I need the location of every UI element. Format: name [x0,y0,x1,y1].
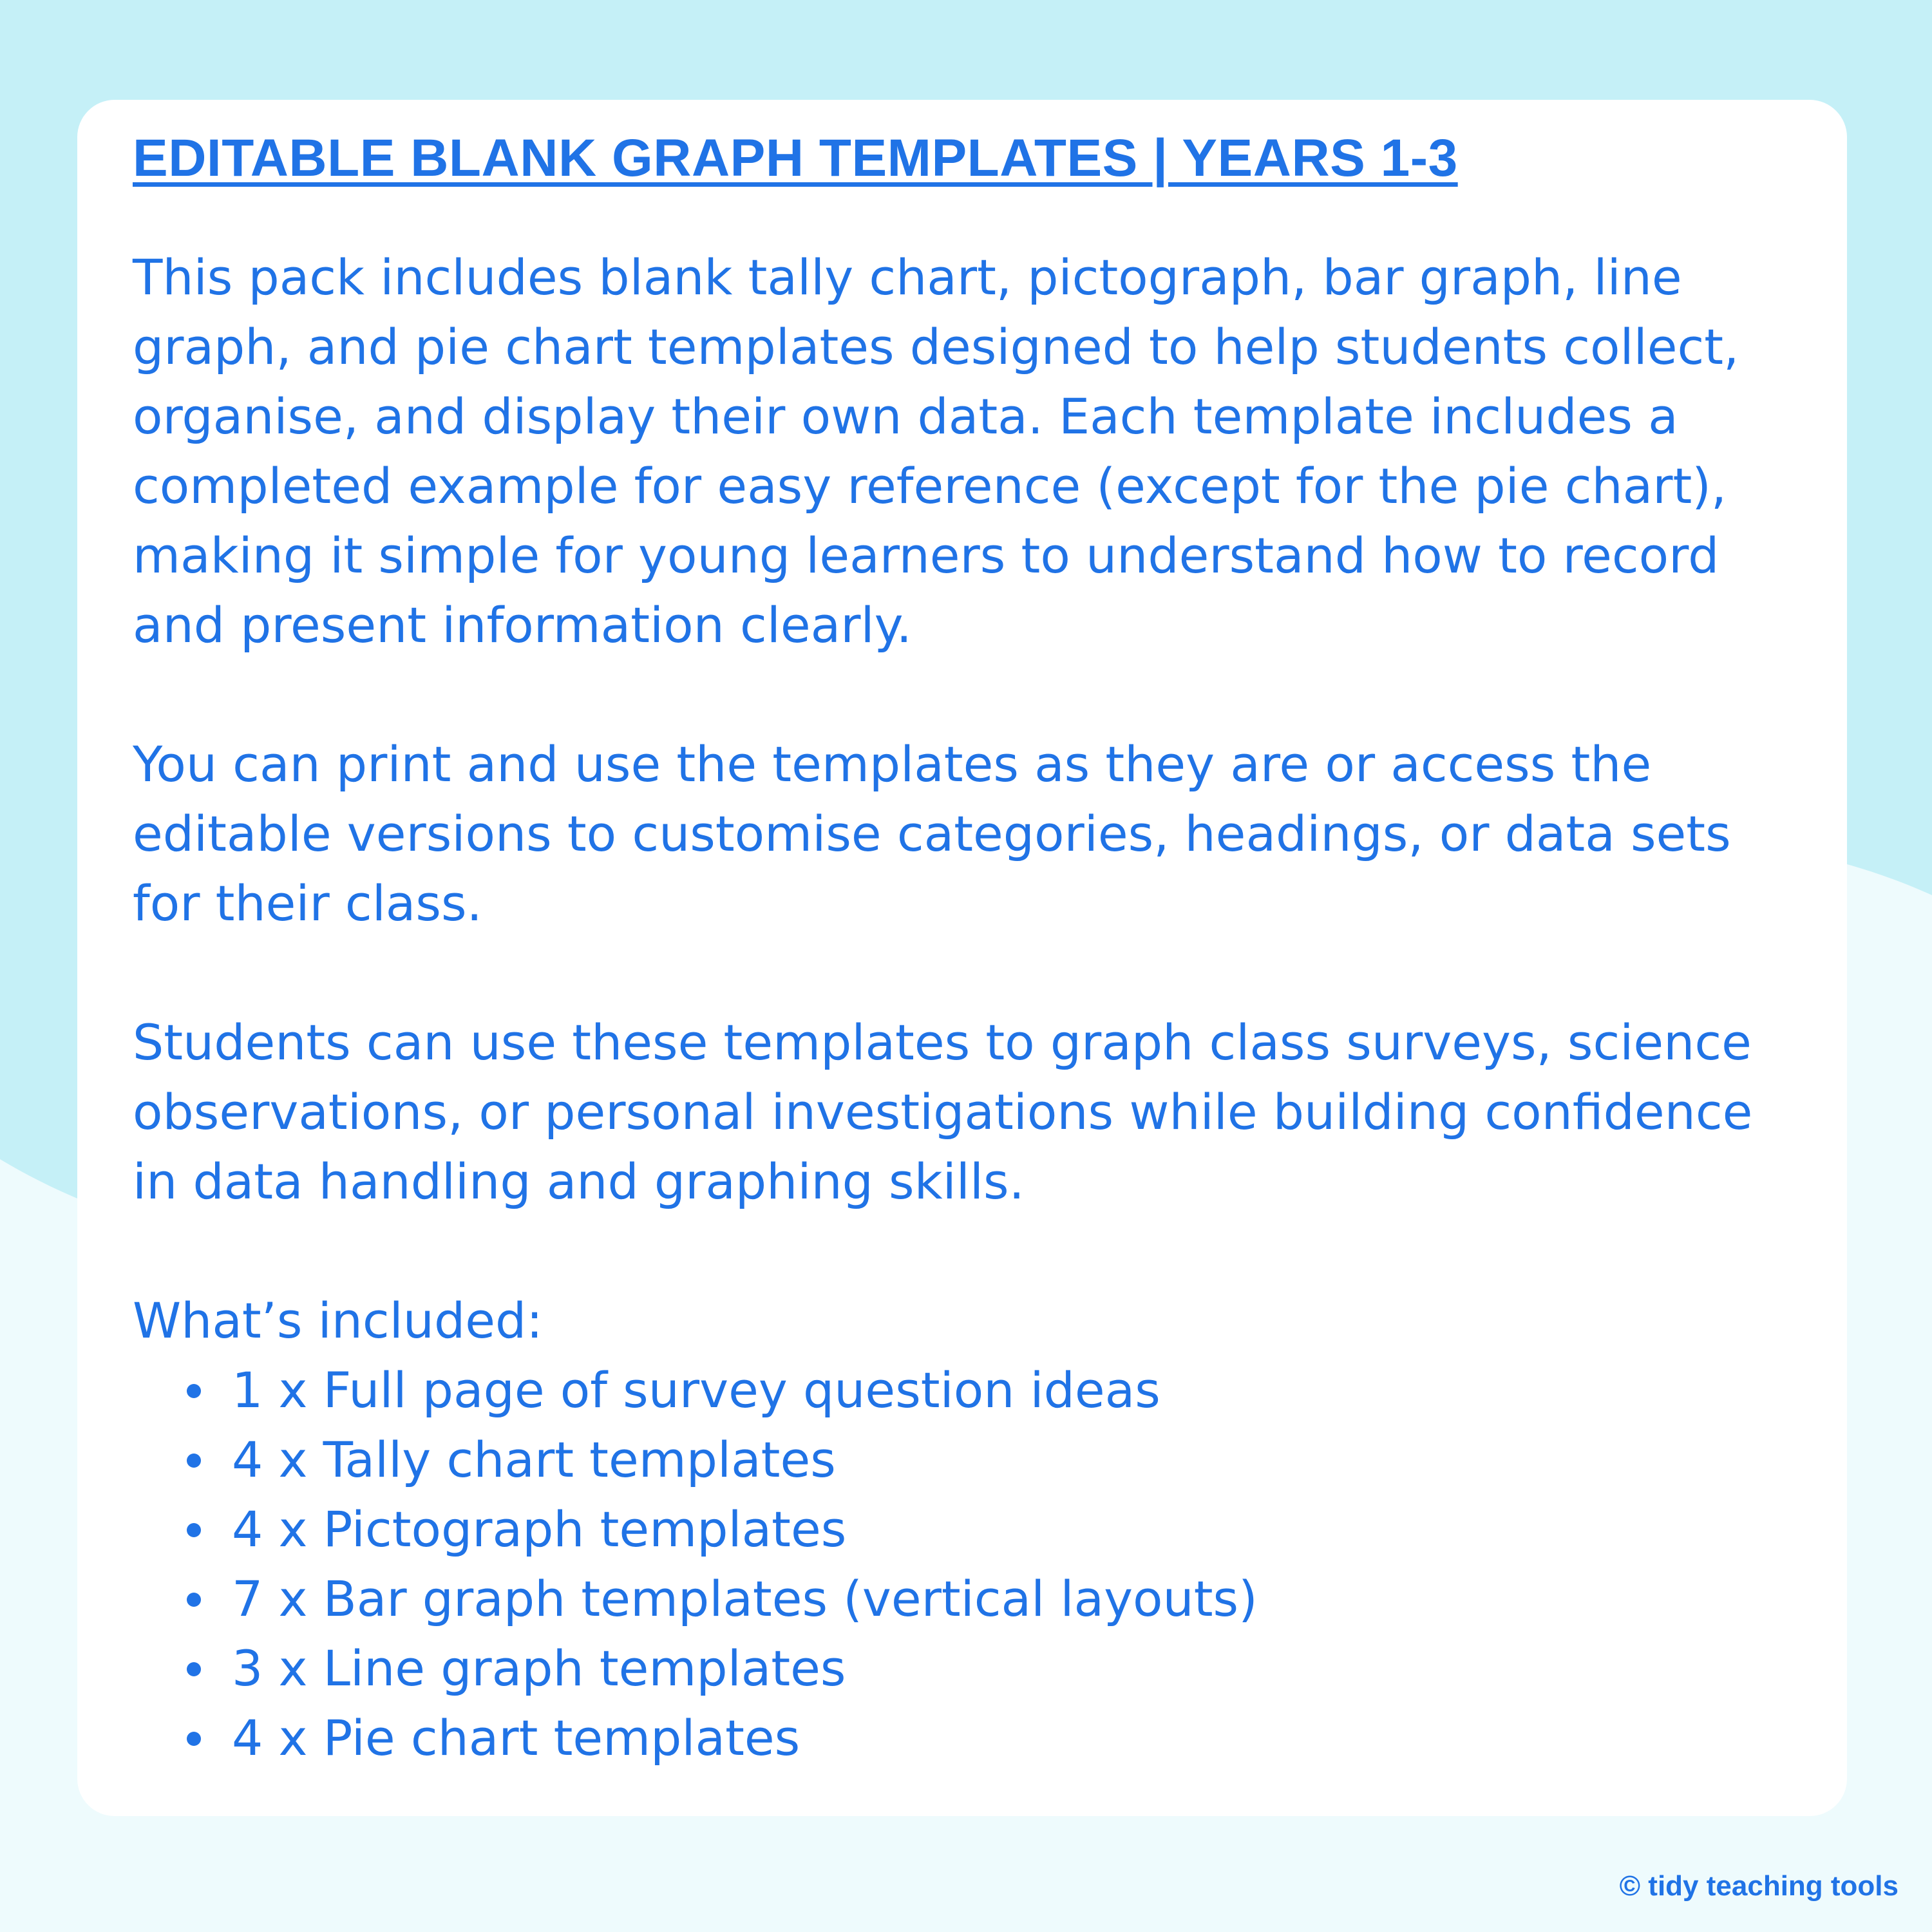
list-item-text: 4 x Pictograph templates [232,1501,847,1558]
list-item-text: 4 x Tally chart templates [232,1431,836,1489]
list-item-text: 7 x Bar graph templates (vertical layouts) [232,1570,1258,1628]
bullet-icon [187,1454,201,1468]
list-item-text: 4 x Pie chart templates [232,1709,800,1767]
list-item [182,1425,1792,1495]
list-item [182,1564,1792,1634]
page-title: EDITABLE BLANK GRAPH TEMPLATES | YEARS 1-3 [133,129,1458,187]
bullet-icon [187,1593,201,1607]
list-item-text: 1 x Full page of survey question ideas [232,1361,1160,1419]
bullet-icon [187,1384,201,1398]
usage-paragraph: Students can use these templates to graph class surveys, science observations, or personal investigations while building confidence in data handling and graphing skills. [133,1014,1753,1211]
list-item [182,1356,1792,1425]
bullet-icon [187,1662,201,1676]
included-label: What’s included: [133,1292,543,1350]
included-list [133,1356,1792,1773]
content-card [77,100,1847,1816]
bullet-icon [187,1523,201,1537]
editable-paragraph: You can print and use the templates as they are or access the editable versions to customise categories, headings, or data sets for their class. [133,735,1731,933]
list-item-text: 3 x Line graph templates [232,1640,846,1698]
bullet-icon [187,1732,201,1746]
list-item [182,1634,1792,1703]
copyright-notice: © tidy teaching tools [1619,1870,1899,1902]
list-item [182,1703,1792,1773]
intro-paragraph: This pack includes blank tally chart, pictograph, bar graph, line graph, and pie chart templates designed to help students collect, organise, and display their own data. Each template includes a completed example for easy reference (except for the pie chart), making it simple for young learners to understand how to record and present information clearly. [133,249,1739,654]
list-item [182,1495,1792,1564]
